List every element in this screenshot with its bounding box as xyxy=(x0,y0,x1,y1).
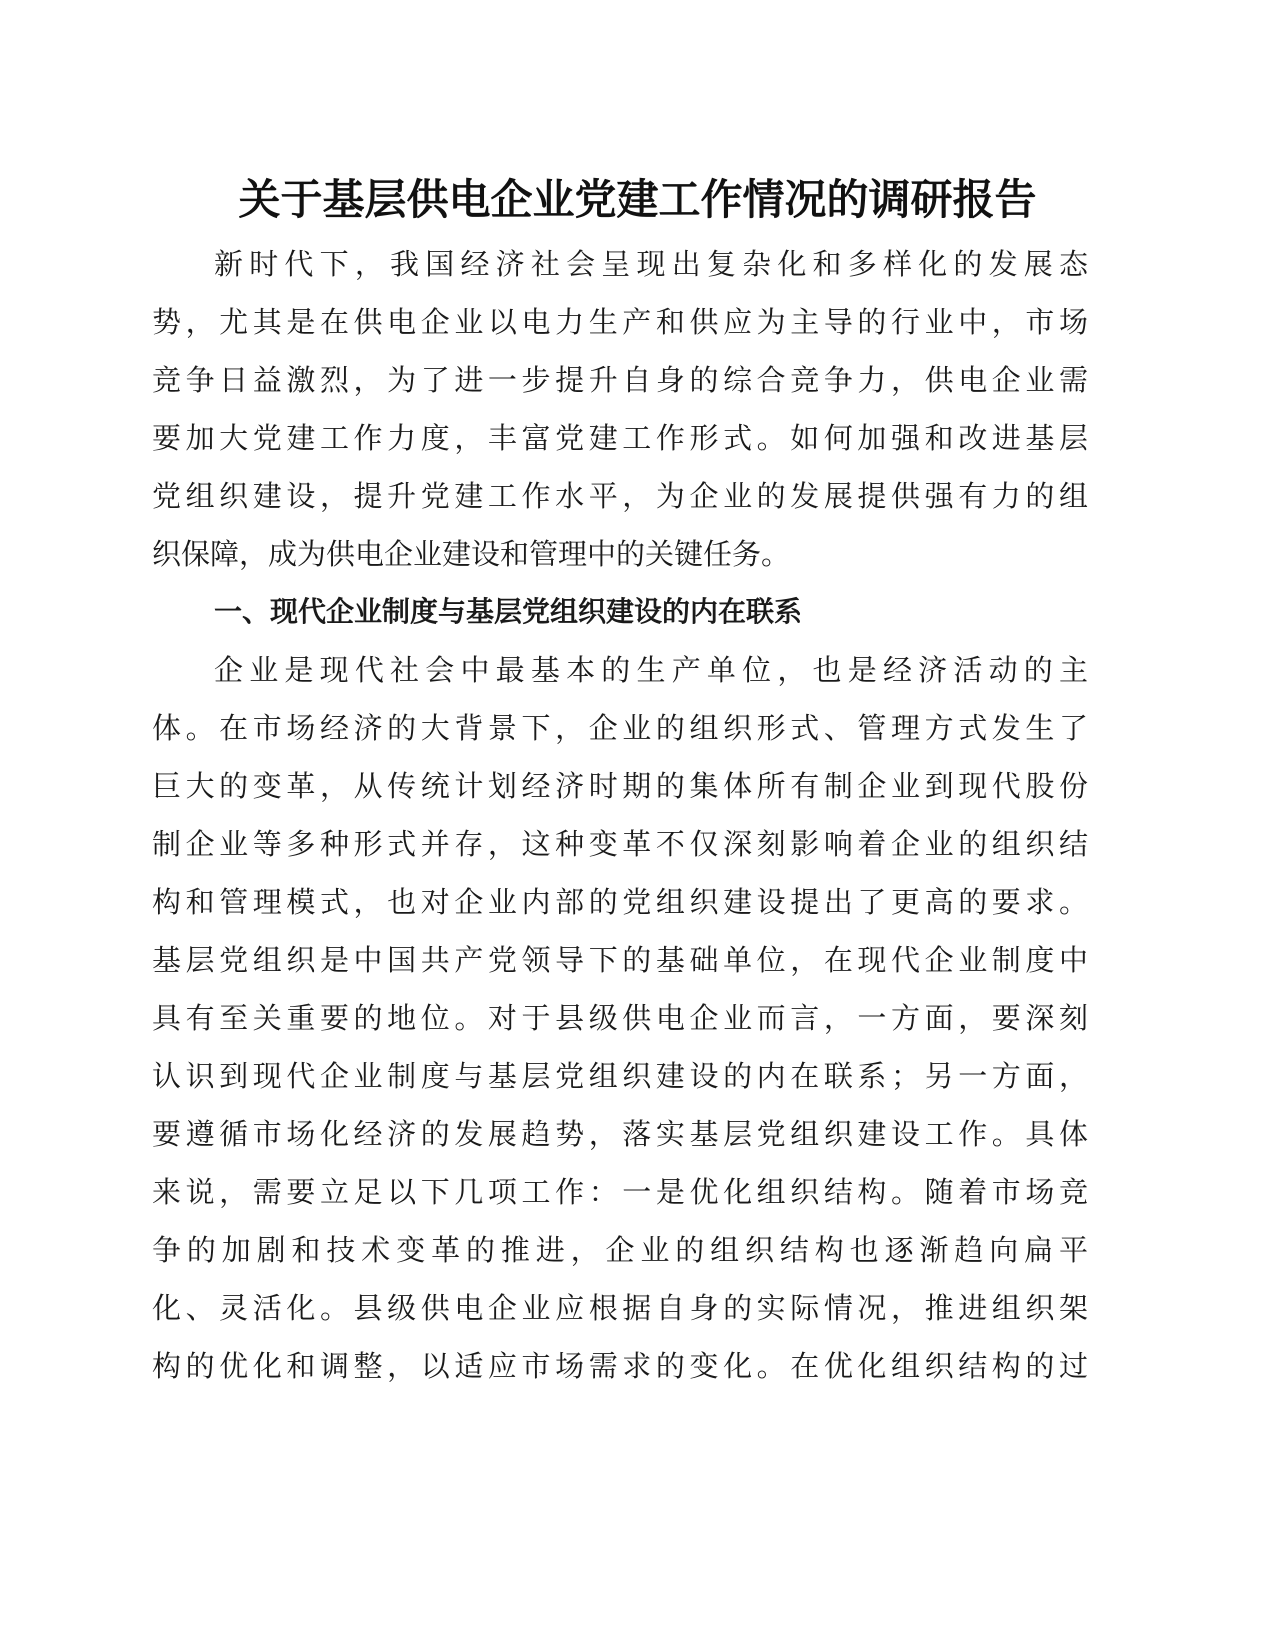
paragraph-line: 构和管理模式，也对企业内部的党组织建设提出了更高的要求。 xyxy=(152,885,1088,919)
paragraph-line: 具有至关重要的地位。对于县级供电企业而言，一方面，要深刻 xyxy=(152,1001,1088,1035)
document-body xyxy=(152,235,1088,1395)
paragraph-line: 要加大党建工作力度，丰富党建工作形式。如何加强和改进基层 xyxy=(152,421,1088,455)
paragraph-line: 化、灵活化。县级供电企业应根据自身的实际情况，推进组织架 xyxy=(152,1291,1088,1325)
paragraph-line: 党组织建设，提升党建工作水平，为企业的发展提供强有力的组 xyxy=(152,479,1088,513)
paragraph-line: 来说，需要立足以下几项工作：一是优化组织结构。随着市场竞 xyxy=(152,1175,1088,1209)
paragraph-line: 势，尤其是在供电企业以电力生产和供应为主导的行业中，市场 xyxy=(152,305,1088,339)
paragraph-line: 争的加剧和技术变革的推进，企业的组织结构也逐渐趋向扁平 xyxy=(152,1233,1088,1267)
paragraph-line: 基层党组织是中国共产党领导下的基础单位，在现代企业制度中 xyxy=(152,943,1088,977)
paragraph-line: 巨大的变革，从传统计划经济时期的集体所有制企业到现代股份 xyxy=(152,769,1088,803)
section-heading: 一、现代企业制度与基层党组织建设的内在联系 xyxy=(214,595,803,628)
paragraph-line: 认识到现代企业制度与基层党组织建设的内在联系；另一方面， xyxy=(152,1059,1088,1093)
paragraph-line: 构的优化和调整，以适应市场需求的变化。在优化组织结构的过 xyxy=(152,1349,1088,1383)
paragraph-line: 体。在市场经济的大背景下，企业的组织形式、管理方式发生了 xyxy=(152,711,1088,745)
document-title: 关于基层供电企业党建工作情况的调研报告 xyxy=(238,175,1037,224)
paragraph-line: 制企业等多种形式并存，这种变革不仅深刻影响着企业的组织结 xyxy=(152,827,1088,861)
paragraph-line: 新时代下，我国经济社会呈现出复杂化和多样化的发展态 xyxy=(214,247,1088,281)
paragraph-line: 竞争日益激烈，为了进一步提升自身的综合竞争力，供电企业需 xyxy=(152,363,1088,397)
paragraph-line: 织保障，成为供电企业建设和管理中的关键任务。 xyxy=(152,537,791,571)
paragraph-line: 要遵循市场化经济的发展趋势，落实基层党组织建设工作。具体 xyxy=(152,1117,1088,1151)
paragraph-line: 企业是现代社会中最基本的生产单位，也是经济活动的主 xyxy=(214,653,1088,687)
